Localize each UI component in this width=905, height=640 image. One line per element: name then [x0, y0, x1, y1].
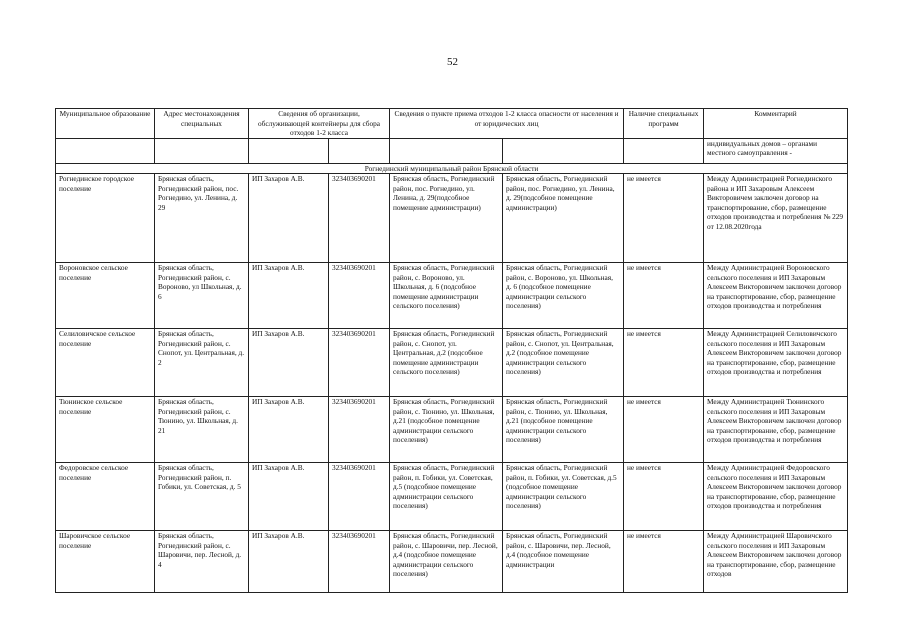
cell-municipality: Рогнединское городское поселение: [56, 174, 155, 263]
cell-municipality: Шаровичское сельское поселение: [56, 531, 155, 593]
table-row: [56, 397, 848, 463]
cell-programs: не имеется: [624, 531, 704, 593]
cell-address: Брянская область, Рогнединский район, с. Вороново, ул Школьная, д. 6: [155, 263, 249, 329]
cell-organization: ИП Захаров А.В.: [249, 174, 329, 263]
cell-comment: Между Администрацией Федоровского сельского поселения и ИП Захаровым Алексеем Викторовичем заключен договор на транспортирование, сбор, размещение отходов производства и потребления: [704, 463, 848, 531]
table-row: [56, 174, 848, 263]
cell-inn: 323403690201: [329, 174, 390, 263]
cell-address: Брянская область, Рогнединский район, с. Шаровичи, пер. Лесной, д. 4: [155, 531, 249, 593]
region-row: [56, 163, 848, 174]
header-municipality: Муниципальное образование: [56, 109, 155, 139]
cell-point-a: Брянская область, Рогнединский район, с. Шаровичи, пер. Лесной, д.4 (подсобное помещение администрации сельского поселения): [390, 531, 503, 593]
cell-point-b: Брянская область, Рогнединский район, с. Шаровичи, пер. Лесной, д.4 (подсобное помещение администрации: [503, 531, 624, 593]
cell-organization: ИП Захаров А.В.: [249, 531, 329, 593]
cell-point-a: Брянская область, Рогнединский район, с. Вороново, ул. Школьная, д. 6 (подсобное помещение администрации сельского поселения): [390, 263, 503, 329]
cell-programs: не имеется: [624, 263, 704, 329]
cell-organization: ИП Захаров А.В.: [249, 329, 329, 397]
cell-inn: 323403690201: [329, 531, 390, 593]
cell-comment: Между Администрацией Шаровичского сельского поселения и ИП Захаровым Алексеем Викторовичем заключен договор на транспортирование, сбор, размещение отходов: [704, 531, 848, 593]
cell-point-a: Брянская область, Рогнединский район, с. Снопот, ул. Центральная, д.2 (подсобное помещение администрации сельского поселения): [390, 329, 503, 397]
cell-organization: ИП Захаров А.В.: [249, 397, 329, 463]
cell-comment: Между Администрацией Селиловичского сельского поселения и ИП Захаровым Алексеем Викторовичем заключен договор на транспортирование, сбор, размещение отходов производства и потребления: [704, 329, 848, 397]
continuation-comment: индивидуальных домов – органами местного самоуправления -: [704, 138, 848, 163]
cell-municipality: Тюнинское сельское поселение: [56, 397, 155, 463]
cell-point-b: Брянская область, Рогнединский район, пос. Рогнедино, ул. Ленина, д. 29(подсобное помещение администрации): [503, 174, 624, 263]
cell-inn: 323403690201: [329, 263, 390, 329]
cell-address: Брянская область, Рогнединский район, с. Тюнино, ул. Школьная, д. 21: [155, 397, 249, 463]
cell-comment: Между Администрацией Рогнединского района и ИП Захаровым Алексеем Викторовичем заключен договор на транспортирование, сбор, размещение отходов производства и потребления № 229 от 12.08.2020года: [704, 174, 848, 263]
cell-point-b: Брянская область, Рогнединский район, с. Вороново, ул. Школьная, д. 6 (подсобное помещение администрации сельского поселения): [503, 263, 624, 329]
header-address: Адрес местонахождения специальных: [155, 109, 249, 139]
cell-municipality: Вороновское сельское поселение: [56, 263, 155, 329]
waste-collection-table: [55, 108, 848, 593]
cell-municipality: Федоровское сельское поселение: [56, 463, 155, 531]
table-row: [56, 263, 848, 329]
cell-point-b: Брянская область, Рогнединский район, с. Тюнино, ул. Школьная, д.21 (подсобное помещение администрации сельского поселения): [503, 397, 624, 463]
cell-inn: 323403690201: [329, 463, 390, 531]
table-row: [56, 531, 848, 593]
cell-inn: 323403690201: [329, 397, 390, 463]
header-comment: Комментарий: [704, 109, 848, 139]
cell-programs: не имеется: [624, 174, 704, 263]
cell-address: Брянская область, Рогнединский район, с. Снопот, ул. Центральная, д. 2: [155, 329, 249, 397]
cell-point-a: Брянская область, Рогнединский район, с. Тюнино, ул. Школьная, д.21 (подсобное помещение администрации сельского поселения): [390, 397, 503, 463]
table-row: [56, 329, 848, 397]
continuation-row: [56, 138, 848, 163]
header-programs: Наличие специальных программ: [624, 109, 704, 139]
cell-organization: ИП Захаров А.В.: [249, 263, 329, 329]
region-title: Рогнединский муниципальный район Брянской области: [56, 163, 848, 174]
cell-address: Брянская область, Рогнединский район, пос. Рогнедино, ул. Ленина, д. 29: [155, 174, 249, 263]
cell-point-a: Брянская область, Рогнединский район, п. Гобики, ул. Советская, д.5 (подсобное помещение администрации сельского поселения): [390, 463, 503, 531]
cell-point-a: Брянская область, Рогнединский район, пос. Рогнедино, ул. Ленина, д. 29(подсобное помещение администрации): [390, 174, 503, 263]
cell-programs: не имеется: [624, 329, 704, 397]
table-header-row: [56, 109, 848, 139]
page-number: 52: [447, 56, 458, 68]
cell-municipality: Селиловичское сельское поселение: [56, 329, 155, 397]
cell-programs: не имеется: [624, 397, 704, 463]
cell-inn: 323403690201: [329, 329, 390, 397]
cell-comment: Между Администрацией Вороновского сельского поселения и ИП Захаровым Алексеем Викторовичем заключен договор на транспортирование, сбор, размещение отходов производства и потребления: [704, 263, 848, 329]
cell-programs: не имеется: [624, 463, 704, 531]
cell-point-b: Брянская область, Рогнединский район, п. Гобики, ул. Советская, д.5 (подсобное помещение администрации сельского поселения): [503, 463, 624, 531]
cell-point-b: Брянская область, Рогнединский район, с. Снопот, ул. Центральная, д.2 (подсобное помещение администрации сельского поселения): [503, 329, 624, 397]
cell-comment: Между Администрацией Тюнинского сельского поселения и ИП Захаровым Алексеем Викторовичем заключен договор на транспортирование, сбор, размещение отходов производства и потребления: [704, 397, 848, 463]
header-organization: Сведения об организации, обслуживающей контейнеры для сбора отходов 1-2 класса: [249, 109, 390, 139]
table-row: [56, 463, 848, 531]
header-collection-point: Сведения о пункте приема отходов 1-2 класса опасности от населения и от юридических лиц: [390, 109, 624, 139]
cell-organization: ИП Захаров А.В.: [249, 463, 329, 531]
cell-address: Брянская область, Рогнединский район, п. Гобики, ул. Советская, д. 5: [155, 463, 249, 531]
